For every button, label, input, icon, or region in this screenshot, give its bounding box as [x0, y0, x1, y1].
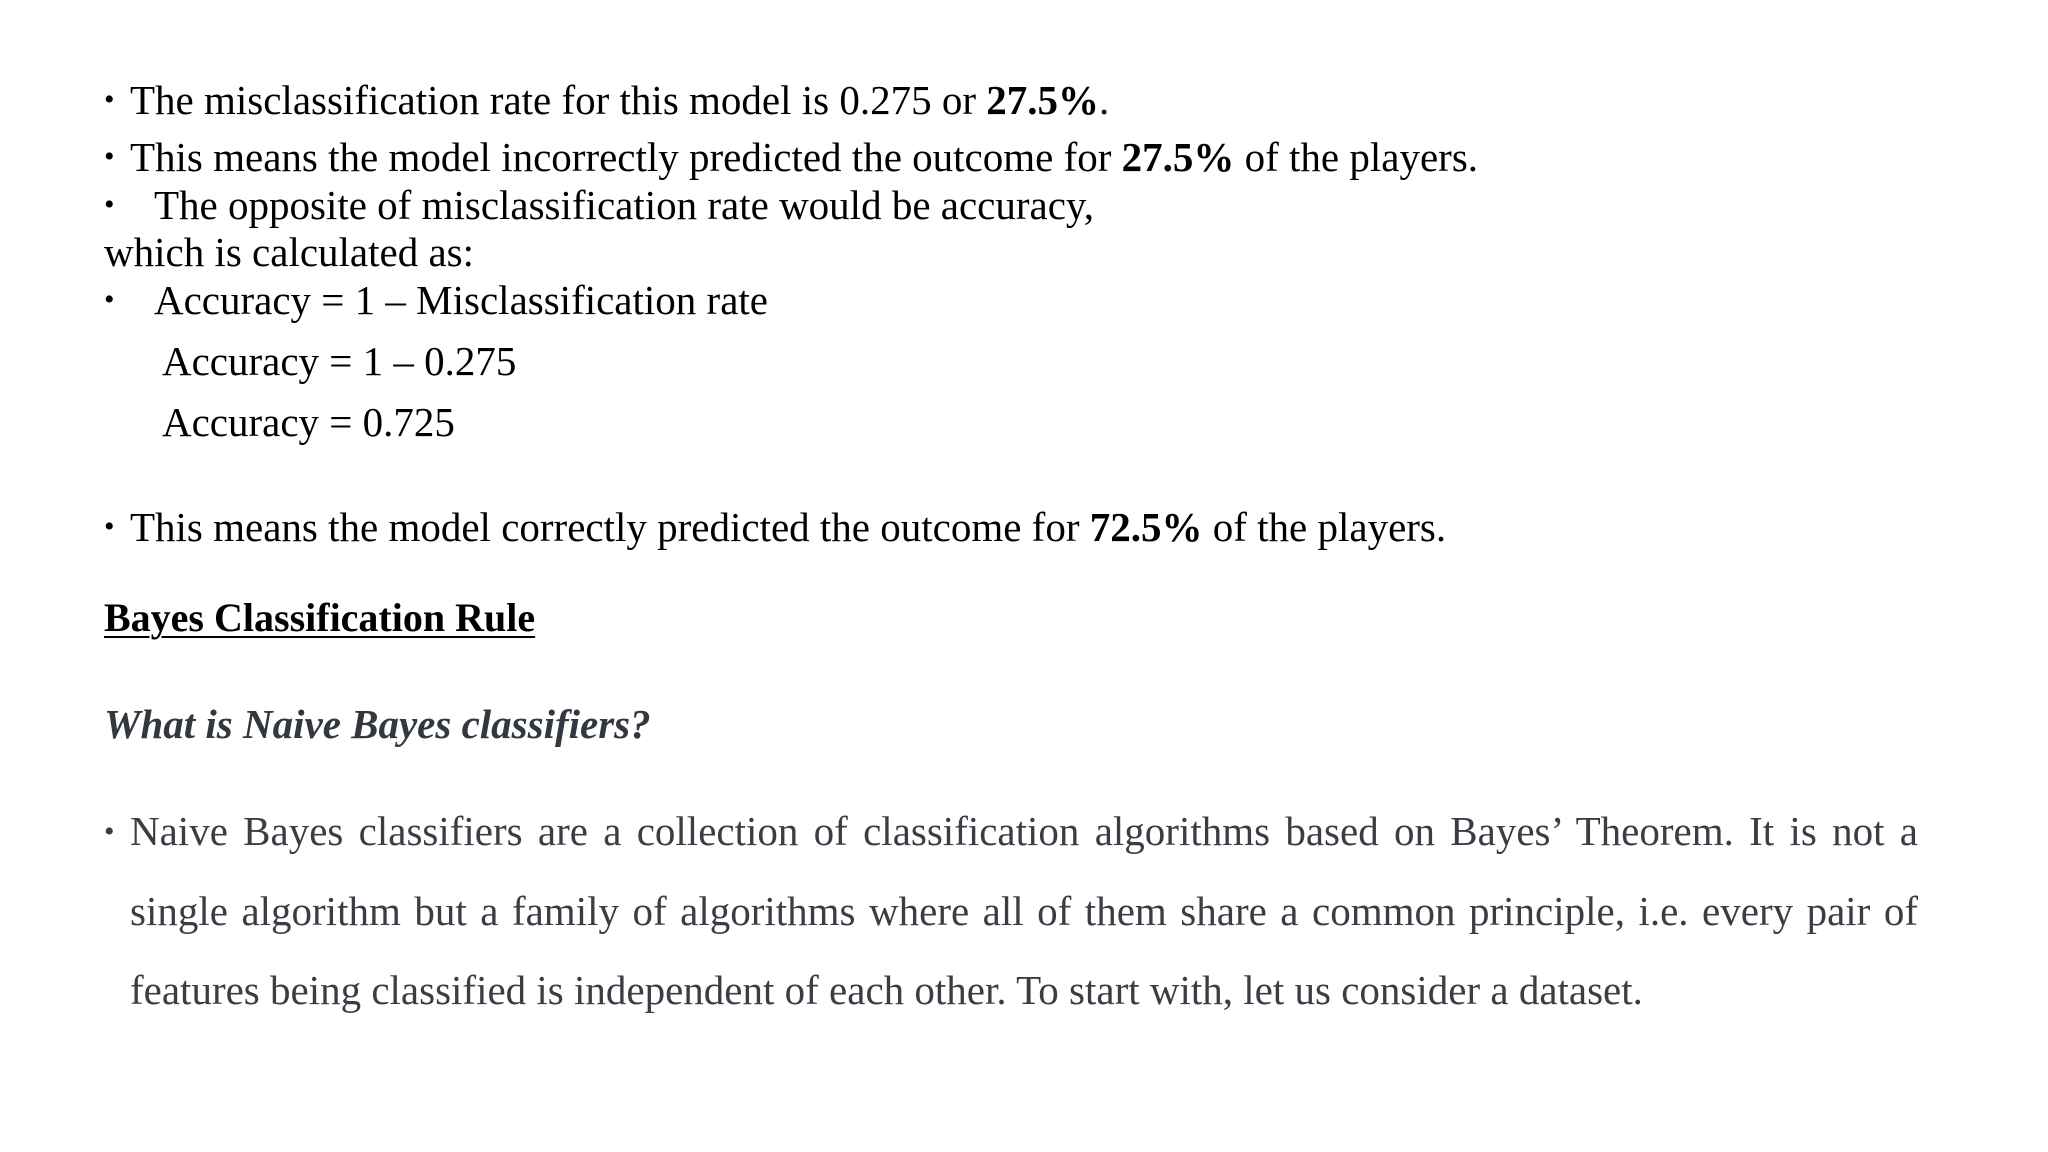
- bold-percent: 72.5%: [1089, 504, 1203, 550]
- line-text-end: of the players.: [1202, 504, 1447, 550]
- bullet-marker: •: [104, 283, 115, 316]
- naive-bayes-paragraph: Naive Bayes classifiers are a collection of classification algorithms based on Bayes’ Theorem. It is not a single algorithm but a family of algorithms where all of them share a common principle, i.e. every pair of features being classified is independent of each other. To start with, let us consider a dataset.: [130, 808, 1918, 1013]
- section-subheading: What is Naive Bayes classifiers?: [104, 701, 651, 747]
- bullet-marker: •: [104, 140, 115, 173]
- correct-prediction-line: [130, 503, 1446, 551]
- incorrect-prediction-line: [130, 133, 1478, 181]
- section-heading: Bayes Classification Rule: [104, 595, 536, 640]
- line-text: This means the model incorrectly predicted the outcome for: [130, 134, 1122, 180]
- bullet-marker: •: [104, 83, 115, 116]
- line-text-end: .: [1099, 77, 1110, 123]
- accuracy-step-2: Accuracy = 0.725: [162, 399, 455, 445]
- accuracy-step-1: Accuracy = 1 – 0.275: [162, 338, 517, 384]
- bullet-marker: •: [104, 815, 115, 848]
- accuracy-formula: Accuracy = 1 – Misclassification rate: [154, 277, 768, 323]
- opposite-line-1: The opposite of misclassification rate would be accuracy,: [154, 182, 1094, 228]
- opposite-line-2: which is calculated as:: [104, 229, 475, 275]
- line-text: This means the model correctly predicted the outcome for: [130, 504, 1090, 550]
- bold-percent: 27.5%: [986, 77, 1100, 123]
- misclassification-rate-line: [130, 76, 1109, 124]
- line-text-end: of the players.: [1234, 134, 1479, 180]
- bullet-marker: •: [104, 188, 115, 221]
- line-text: The misclassification rate for this model is 0.275 or: [130, 77, 987, 123]
- bullet-marker: •: [104, 510, 115, 543]
- bold-percent: 27.5%: [1121, 134, 1235, 180]
